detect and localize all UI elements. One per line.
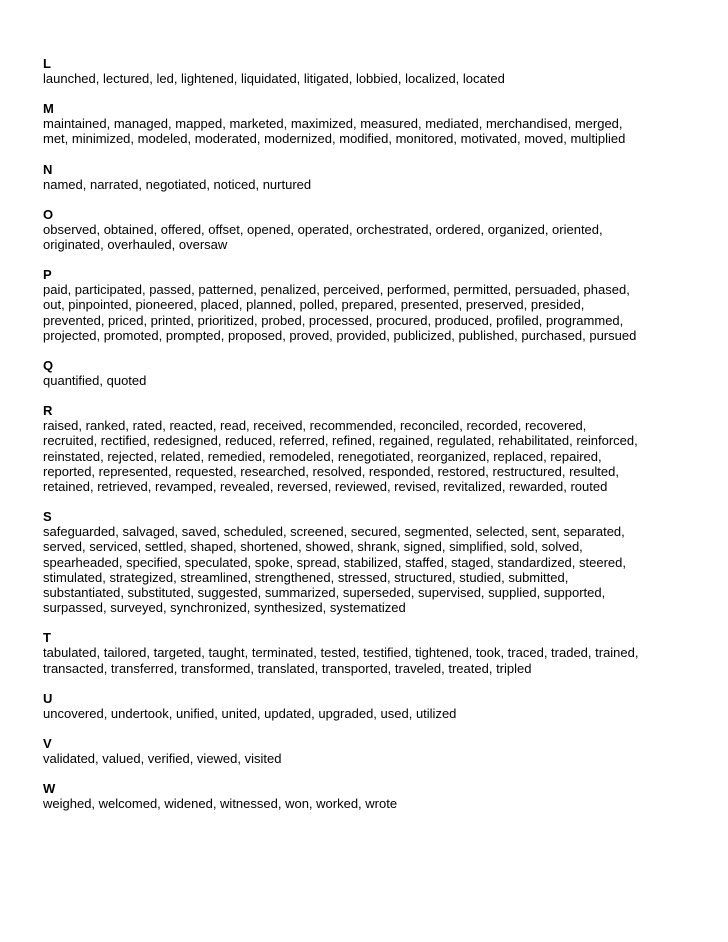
section-letter: P bbox=[43, 267, 52, 283]
section-letter: U bbox=[43, 690, 53, 706]
section-letter: T bbox=[43, 630, 51, 646]
section-letter: R bbox=[43, 403, 53, 419]
verb-list: named, narrated, negotiated, noticed, nurtured bbox=[43, 176, 312, 192]
section-p bbox=[43, 267, 703, 343]
section-letter: Q bbox=[43, 358, 54, 374]
section-s bbox=[43, 509, 703, 615]
verb-list: maintained, managed, mapped, marketed, maximized, measured, mediated, merchandised, merged, met, minimized, modeled, moderated, modernized, modified, monitored, motivated, moved, multiplied bbox=[43, 116, 626, 147]
verb-list: safeguarded, salvaged, saved, scheduled, screened, secured, segmented, selected, sent, separated, served, serviced, settled, shaped, shortened, showed, shrank, signed, simplified, sold, solved, spearheaded, specified, speculated, spoke, spread, stabilized, staffed, staged, standardized, steered, stimulated, strategized, streamlined, strengthened, stressed, structured, studied, submitted, substantiated, substituted, suggested, summarized, superseded, supervised, supplied, supported, surpassed, surveyed, synchronized, synthesized, systematized bbox=[43, 524, 626, 616]
section-t bbox=[43, 630, 703, 675]
verb-list: raised, ranked, rated, reacted, read, received, recommended, reconciled, recorded, recovered, recruited, rectified, redesigned, reduced, referred, refined, regained, regulated, rehabilitated, reinforced, reinstated, rejected, related, remedied, remodeled, renegotiated, reorganized, replaced, repaired, reported, represented, requested, researched, resolved, responded, restored, restructured, resulted, retained, retrieved, revamped, revealed, reversed, reviewed, revised, revitalized, rewarded, routed bbox=[43, 418, 638, 495]
section-letter: N bbox=[43, 161, 53, 177]
verb-list: observed, obtained, offered, offset, opened, operated, orchestrated, ordered, organized, oriented, originated, overhauled, oversaw bbox=[43, 221, 603, 253]
verb-list: launched, lectured, led, lightened, liquidated, litigated, lobbied, localized, located bbox=[43, 71, 505, 86]
verb-list: tabulated, tailored, targeted, taught, terminated, tested, testified, tightened, took, traced, traded, trained, transacted, transferred, transformed, translated, transported, traveled, treated, tripled bbox=[43, 645, 639, 676]
section-q bbox=[43, 358, 703, 388]
section-letter: L bbox=[43, 56, 51, 71]
section-l bbox=[43, 56, 703, 86]
section-letter: W bbox=[43, 781, 56, 797]
section-letter: V bbox=[43, 736, 52, 752]
section-letter: M bbox=[43, 101, 54, 117]
section-m bbox=[43, 101, 703, 146]
section-w bbox=[43, 781, 703, 811]
verb-list: uncovered, undertook, unified, united, updated, upgraded, used, utilized bbox=[43, 705, 457, 721]
verb-list: paid, participated, passed, patterned, penalized, perceived, performed, permitted, persuaded, phased, out, pinpointed, pioneered, placed, planned, polled, prepared, presented, preserved, presided, prevented, priced, printed, prioritized, probed, processed, procured, produced, profiled, programmed, projected, promoted, prompted, proposed, proved, provided, publicized, published, purchased, pursued bbox=[43, 282, 637, 343]
verb-list: validated, valued, verified, viewed, visited bbox=[43, 751, 282, 767]
section-r bbox=[43, 403, 703, 494]
section-n bbox=[43, 162, 703, 192]
document-page bbox=[43, 56, 703, 826]
verb-list: weighed, welcomed, widened, witnessed, won, worked, wrote bbox=[43, 796, 398, 812]
section-v bbox=[43, 736, 703, 766]
section-letter: O bbox=[43, 206, 54, 222]
verb-list: quantified, quoted bbox=[43, 373, 147, 389]
section-o bbox=[43, 207, 703, 252]
section-u bbox=[43, 691, 703, 721]
section-letter: S bbox=[43, 509, 52, 525]
